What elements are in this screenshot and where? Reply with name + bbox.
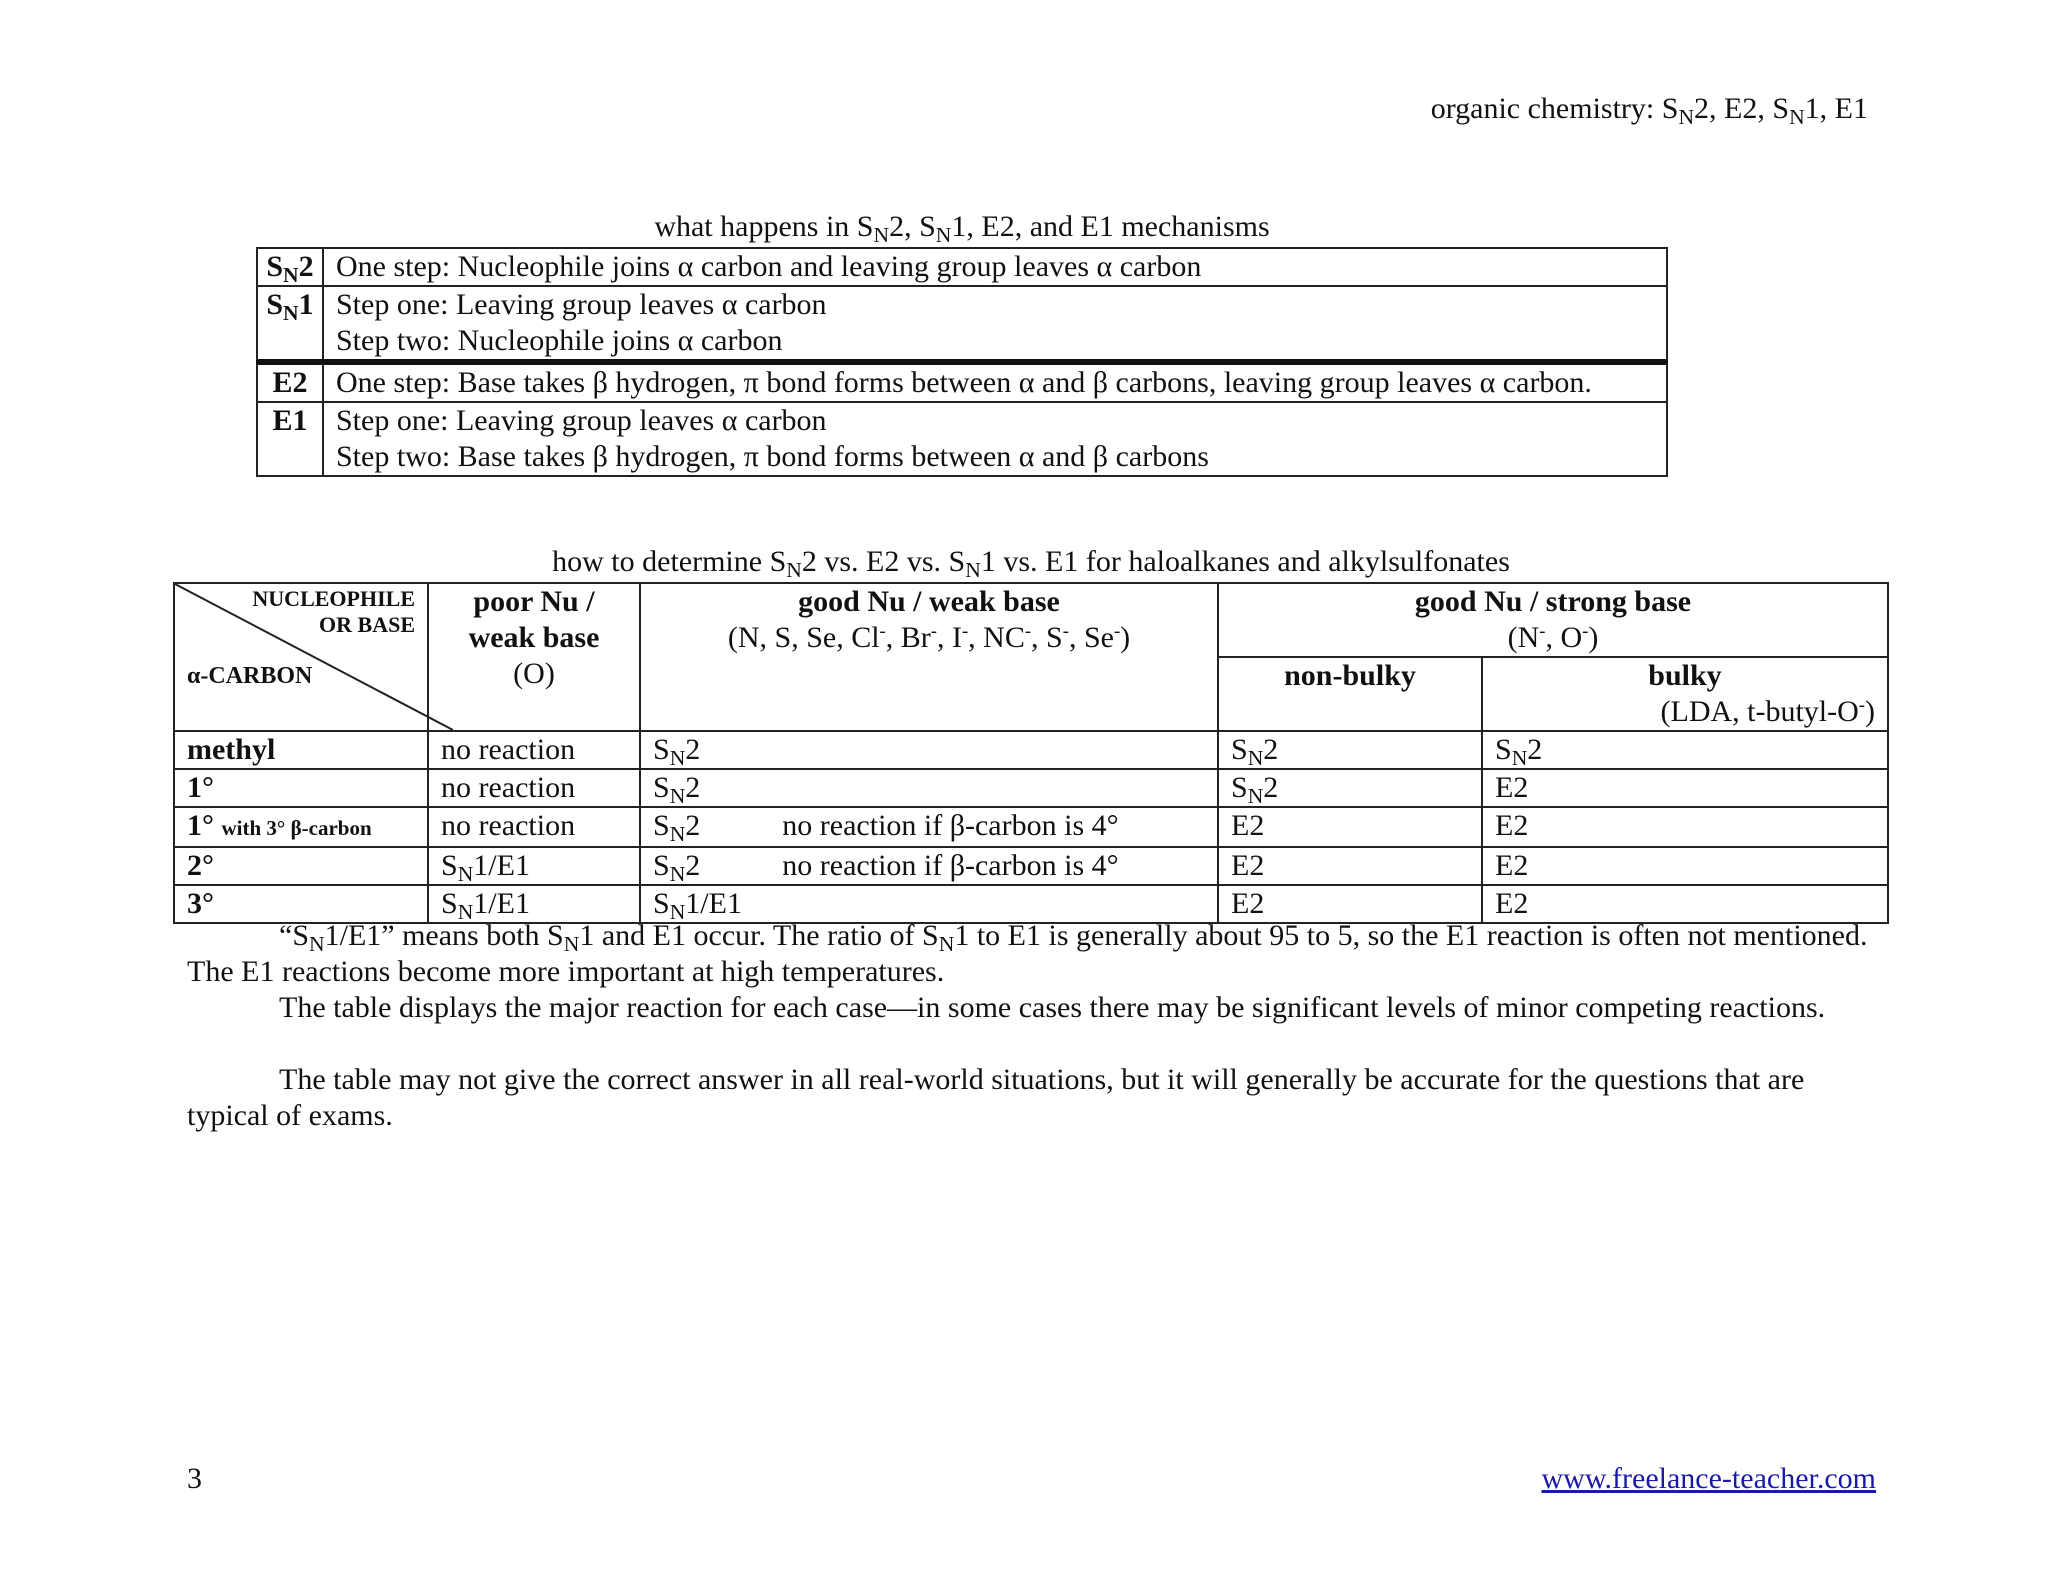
mechanism-row-e1 (257, 402, 1667, 476)
cell-good-nu-weak-base: $S_N2$ (640, 769, 1218, 807)
mechanism-label: E2 (257, 362, 323, 402)
note-paragraph-accuracy: The table may not give the correct answer in all real-world situations, but it will generally be accurate for the questions that are typical of exams. (187, 1063, 1805, 1132)
mechanism-row-e2 (257, 362, 1667, 402)
col-header-good-nu-strong-base: good Nu / strong base (N-, O-) (1218, 583, 1888, 657)
alpha-carbon-axis-label: α-CARBON (187, 663, 313, 689)
cell-good-nu-weak-base: $S_N1/E1$ (640, 885, 1218, 923)
cell-bulky: E2 (1482, 847, 1888, 885)
row-label: 1° (174, 769, 428, 807)
row-label: 3° (174, 885, 428, 923)
cell-poor-nu: $S_N1/E1$ (428, 885, 640, 923)
mechanism-label: $S_N1$ (257, 286, 323, 362)
cell-non-bulky: $S_N2$ (1218, 731, 1482, 769)
row-label: 1° with 3° β-carbon (174, 807, 428, 847)
page-number: 3 (187, 1462, 202, 1495)
note-paragraph-ratio: “$S_N1/E1$” means both $S_N1$ and E1 occur. The ratio of $S_N1$ to E1 is generally about 95 to 5, so the E1 reaction is often not mentioned. The E1 reactions become more important at high temperatures. (187, 919, 1868, 988)
row-label: 2° (174, 847, 428, 885)
cell-poor-nu: no reaction (428, 807, 640, 847)
nucleophile-axis-label: NUCLEOPHILE OR BASE (252, 586, 415, 637)
table-row (174, 847, 1888, 885)
cell-non-bulky: E2 (1218, 847, 1482, 885)
corner-cell (174, 583, 428, 731)
cell-bulky: $S_N2$ (1482, 731, 1888, 769)
cell-poor-nu: no reaction (428, 769, 640, 807)
cell-poor-nu: $S_N1/E1$ (428, 847, 640, 885)
mechanism-description: One step: Nucleophile joins α carbon and leaving group leaves α carbon (323, 248, 1667, 286)
col-header-poor-nu: poor Nu / weak base (O) (428, 583, 640, 731)
mechanism-label: $S_N2$ (257, 248, 323, 286)
cell-good-nu-weak-base: $S_N2$ no reaction if β-carbon is 4° (640, 807, 1218, 847)
table-row (174, 769, 1888, 807)
mechanism-row-sn2 (257, 248, 1667, 286)
table-row (174, 807, 1888, 847)
cell-non-bulky: $S_N2$ (1218, 769, 1482, 807)
header-row-top (174, 583, 1888, 657)
cell-non-bulky: E2 (1218, 807, 1482, 847)
mechanism-description: Step one: Leaving group leaves α carbon Step two: Nucleophile joins α carbon (323, 286, 1667, 362)
row-label: methyl (174, 731, 428, 769)
cell-non-bulky: E2 (1218, 885, 1482, 923)
cell-bulky: E2 (1482, 885, 1888, 923)
determination-table (173, 582, 1889, 924)
cell-good-nu-weak-base: $S_N2$ no reaction if β-carbon is 4° (640, 847, 1218, 885)
mechanisms-table (256, 247, 1668, 477)
cell-poor-nu: no reaction (428, 731, 640, 769)
page-header: organic chemistry: $S_N2$, E2, $S_N1$, E1 (1430, 92, 1868, 130)
mechanism-row-sn1 (257, 286, 1667, 362)
mechanism-description: Step one: Leaving group leaves α carbon Step two: Base takes β hydrogen, π bond forms between α and β carbons (323, 402, 1667, 476)
website-link[interactable]: www.freelance-teacher.com (1541, 1462, 1876, 1495)
col-header-non-bulky: non-bulky (1218, 657, 1482, 731)
determination-table-caption: how to determine $S_N2$ vs. E2 vs. $S_N1$ vs. E1 for haloalkanes and alkylsulfonates (552, 545, 1510, 583)
col-header-bulky: bulky (LDA, t-butyl-O-) (1482, 657, 1888, 731)
table-row (174, 731, 1888, 769)
cell-bulky: E2 (1482, 769, 1888, 807)
cell-good-nu-weak-base: $S_N2$ (640, 731, 1218, 769)
cell-bulky: E2 (1482, 807, 1888, 847)
mechanism-label: E1 (257, 402, 323, 476)
col-header-good-nu-weak-base: good Nu / weak base (N, S, Se, Cl-, Br-, I-, NC-, S-, Se-) (640, 583, 1218, 731)
mechanism-description: One step: Base takes β hydrogen, π bond forms between α and β carbons, leaving group leaves α carbon. (323, 362, 1667, 402)
mechanisms-table-caption: what happens in $S_N2$, $S_N1$, E2, and E1 mechanisms (654, 210, 1270, 248)
note-paragraph-major-reaction: The table displays the major reaction for each case—in some cases there may be significant levels of minor competing reactions. (279, 991, 1826, 1024)
